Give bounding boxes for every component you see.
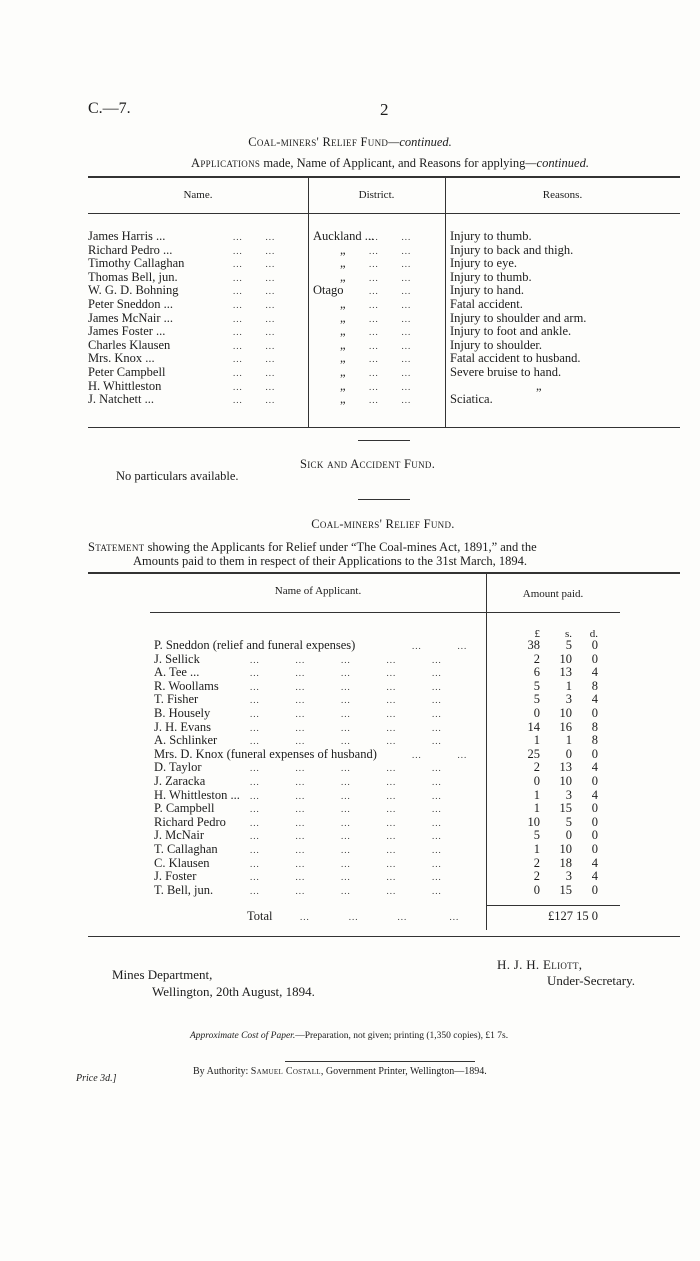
applicant-name: James Harris ...: [88, 229, 166, 243]
section2-title: Sick and Accident Fund.: [300, 457, 436, 471]
payee-name: P. Sneddon (relief and funeral expenses): [154, 638, 356, 652]
section3-title: Coal-miners' Relief Fund.: [311, 517, 455, 531]
amount-pence: 0: [591, 883, 598, 897]
table1-header-district: District.: [358, 189, 395, 201]
leader-dots: ... ...: [369, 395, 412, 405]
district-value: „: [340, 351, 346, 365]
authority-rule: [285, 1061, 475, 1062]
leader-dots: ... ...: [369, 341, 412, 351]
leader-dots: ... ... ... ... ...: [250, 723, 442, 733]
table1-header-rule: [88, 213, 680, 214]
shillings-header: s.: [564, 628, 572, 640]
table1-divider-2: [445, 176, 446, 427]
leader-dots: ... ... ... ... ...: [250, 655, 442, 665]
amount-pounds: 14: [527, 720, 540, 734]
amount-pence: 0: [591, 842, 598, 856]
amount-shillings: 10: [559, 774, 572, 788]
amount-shillings: 15: [559, 801, 572, 815]
leader-dots: ... ... ... ... ...: [250, 872, 442, 882]
leader-dots: ... ...: [233, 382, 276, 392]
leader-dots: ... ...: [369, 300, 412, 310]
leader-dots: ... ... ... ... ...: [250, 859, 442, 869]
district-value: „: [340, 256, 346, 270]
table2-header-amount: Amount paid.: [522, 588, 584, 600]
leader-dots: ... ...: [233, 286, 276, 296]
district-value: „: [340, 379, 346, 393]
amount-pence: 4: [591, 788, 598, 802]
payee-name: T. Fisher: [154, 692, 199, 706]
district-value: „: [340, 243, 346, 257]
reason-value: Injury to shoulder.: [450, 338, 543, 352]
table1-top-rule: [88, 176, 680, 178]
amount-pence: 0: [591, 828, 598, 842]
leader-dots: ... ...: [369, 286, 412, 296]
amount-shillings: 3: [565, 692, 572, 706]
amount-pence: 0: [591, 747, 598, 761]
dept-line-2: Wellington, 20th August, 1894.: [152, 984, 315, 999]
payee-name: A. Schlinker: [154, 733, 218, 747]
leader-dots: ... ... ... ... ...: [250, 709, 442, 719]
amount-pounds: 25: [527, 747, 540, 761]
amount-shillings: 5: [565, 815, 572, 829]
leader-dots: ... ...: [369, 354, 412, 364]
amount-pounds: 2: [533, 869, 540, 883]
leader-dots: ... ...: [233, 300, 276, 310]
leader-dots: ... ... ... ... ...: [250, 668, 442, 678]
amount-shillings: 18: [559, 856, 572, 870]
amount-pounds: 2: [533, 856, 540, 870]
leader-dots: ... ...: [233, 395, 276, 405]
authority-prefix: By Authority:: [193, 1066, 251, 1077]
amount-pounds: 0: [533, 883, 540, 897]
amount-shillings: 1: [565, 733, 572, 747]
leader-dots: ... ...: [369, 382, 412, 392]
amount-pounds: 1: [533, 788, 540, 802]
amount-pounds: 2: [533, 760, 540, 774]
payee-name: R. Woollams: [154, 679, 219, 693]
payee-name: P. Campbell: [154, 801, 215, 815]
applicant-name: Charles Klausen: [88, 338, 171, 352]
applicant-name: Richard Pedro ...: [88, 243, 173, 257]
payee-name: B. Housely: [154, 706, 211, 720]
amount-shillings: 1: [565, 679, 572, 693]
payee-name: D. Taylor: [154, 760, 202, 774]
section1-title: [0, 135, 700, 150]
leader-dots: ... ...: [369, 314, 412, 324]
amount-pounds: 5: [533, 679, 540, 693]
district-value: „: [340, 365, 346, 379]
reason-value: Severe bruise to hand.: [450, 365, 562, 379]
amount-shillings: 16: [559, 720, 572, 734]
document-reference: C.—7.: [88, 100, 131, 117]
amount-pence: 4: [591, 760, 598, 774]
table2-header-rule: [150, 612, 620, 613]
authority-line: [193, 1066, 487, 1077]
leader-dots: ... ...: [369, 368, 412, 378]
payee-name: J. Foster: [154, 869, 197, 883]
payee-name: J. Sellick: [154, 652, 200, 666]
reason-value: Fatal accident.: [450, 297, 523, 311]
pence-header: d.: [589, 628, 598, 640]
leader-dots: ... ...: [233, 273, 276, 283]
leader-dots: ... ... ... ... ...: [250, 818, 442, 828]
leader-dots: ... ... ... ... ...: [250, 804, 442, 814]
leader-dots: ... ... ... ... ...: [250, 886, 442, 896]
table2-header-name: Name of Applicant.: [274, 585, 362, 597]
table1-header-reasons: Reasons.: [542, 189, 583, 201]
pounds-header: £: [534, 628, 540, 640]
amount-pence: 4: [591, 665, 598, 679]
amount-shillings: 15: [559, 883, 572, 897]
leader-dots: ... ...: [233, 341, 276, 351]
amount-pounds: 10: [527, 815, 540, 829]
leader-dots: ... ... ... ... ...: [250, 845, 442, 855]
section1-subtitle-text: made, Name of Applicant, and Reasons for applying: [260, 156, 526, 170]
district-value: „: [340, 338, 346, 352]
amount-pounds: 38: [527, 638, 540, 652]
section1-subtitle-suffix: —continued.: [525, 156, 589, 170]
section3-statement-line1: [88, 540, 537, 555]
total-amount: £127 15 0: [548, 909, 598, 923]
amount-pence: 0: [591, 638, 598, 652]
leader-dots: ... ...: [369, 232, 412, 242]
total-leader-dots: ... ... ... ...: [300, 912, 460, 922]
district-value: „: [340, 270, 346, 284]
amount-pence: 0: [591, 801, 598, 815]
section1-subtitle: [0, 156, 700, 171]
leader-dots: ... ... ... ... ...: [250, 763, 442, 773]
leader-dots: ... ... ... ... ...: [250, 736, 442, 746]
amount-pounds: 1: [533, 842, 540, 856]
leader-dots: ... ...: [233, 327, 276, 337]
payee-name: J. McNair: [154, 828, 204, 842]
leader-dots: ... ...: [412, 641, 468, 651]
payee-name: T. Callaghan: [154, 842, 218, 856]
reason-value: Injury to hand.: [450, 283, 524, 297]
reason-value: Fatal accident to husband.: [450, 351, 581, 365]
leader-dots: ... ...: [233, 354, 276, 364]
reason-value: Injury to shoulder and arm.: [450, 311, 587, 325]
applicant-name: Peter Sneddon ...: [88, 297, 174, 311]
amount-pounds: 1: [533, 801, 540, 815]
amount-pounds: 2: [533, 652, 540, 666]
payee-name: H. Whittleston ...: [154, 788, 240, 802]
reason-value: Injury to thumb.: [450, 229, 532, 243]
district-value: „: [340, 297, 346, 311]
amount-shillings: 10: [559, 652, 572, 666]
section1-title-text: Coal-miners' Relief Fund: [248, 135, 389, 149]
leader-dots: ... ... ... ... ...: [250, 791, 442, 801]
leader-dots: ... ...: [233, 259, 276, 269]
district-value: Otago: [313, 283, 344, 297]
amount-pence: 4: [591, 856, 598, 870]
section1-subtitle-sc: Applications: [191, 156, 261, 170]
amount-shillings: 10: [559, 706, 572, 720]
reason-value: „: [536, 379, 542, 393]
price-note: Price 3d.]: [76, 1073, 117, 1084]
leader-dots: ... ... ... ... ...: [250, 831, 442, 841]
leader-dots: ... ...: [233, 246, 276, 256]
reason-value: Injury to back and thigh.: [450, 243, 574, 257]
applicant-name: Mrs. Knox ...: [88, 351, 155, 365]
district-value: „: [340, 311, 346, 325]
cost-note: [190, 1031, 508, 1041]
section3-statement-text: showing the Applicants for Relief under “The Coal-mines Act, 1891,” and the: [144, 540, 537, 554]
total-sum-rule: [486, 905, 620, 906]
table1-divider-1: [308, 176, 309, 427]
applicant-name: Peter Campbell: [88, 365, 166, 379]
leader-dots: ... ...: [412, 750, 468, 760]
leader-dots: ... ...: [369, 259, 412, 269]
signer-name: H. J. H. Eliott,: [497, 957, 583, 972]
cost-text: —Preparation, not given; printing (1,350 copies), £1 7s.: [295, 1031, 509, 1041]
leader-dots: ... ... ... ... ...: [250, 695, 442, 705]
amount-pounds: 5: [533, 692, 540, 706]
reason-value: Injury to thumb.: [450, 270, 532, 284]
leader-dots: ... ...: [369, 246, 412, 256]
district-value: „: [340, 324, 346, 338]
leader-dots: ... ...: [369, 273, 412, 283]
reason-value: Injury to eye.: [450, 256, 517, 270]
amount-shillings: 3: [565, 869, 572, 883]
amount-pence: 8: [591, 720, 598, 734]
amount-pounds: 0: [533, 774, 540, 788]
amount-shillings: 10: [559, 842, 572, 856]
amount-pounds: 6: [533, 665, 540, 679]
amount-pence: 0: [591, 815, 598, 829]
amount-shillings: 0: [565, 747, 572, 761]
amount-pence: 0: [591, 774, 598, 788]
table2-bottom-rule: [88, 936, 680, 937]
amount-pence: 0: [591, 706, 598, 720]
table2-divider: [486, 572, 487, 930]
cost-label: Approximate Cost of Paper.: [190, 1031, 296, 1041]
signer-title: Under-Secretary.: [547, 973, 636, 988]
applicant-name: Thomas Bell, jun.: [88, 270, 178, 284]
total-label: Total: [247, 909, 273, 923]
applicant-name: Timothy Callaghan: [88, 256, 185, 270]
payee-name: A. Tee ...: [154, 665, 200, 679]
dept-line-1: Mines Department,: [112, 967, 213, 982]
section3-statement-line2: Amounts paid to them in respect of their Applications to the 31st March, 1894.: [133, 554, 528, 568]
amount-shillings: 13: [559, 760, 572, 774]
table1-bottom-rule: [88, 427, 680, 428]
amount-shillings: 5: [565, 638, 572, 652]
applicant-name: J. Natchett ...: [88, 392, 154, 406]
amount-pence: 4: [591, 692, 598, 706]
table2-top-rule: [88, 572, 680, 574]
amount-pence: 8: [591, 733, 598, 747]
section3-statement-sc: Statement: [88, 540, 145, 554]
leader-dots: ... ... ... ... ...: [250, 777, 442, 787]
amount-pence: 8: [591, 679, 598, 693]
leader-dots: ... ...: [233, 232, 276, 242]
separator-rule-1: [358, 440, 410, 441]
amount-shillings: 13: [559, 665, 572, 679]
payee-name: J. H. Evans: [154, 720, 211, 734]
authority-name: Samuel Costall: [250, 1066, 321, 1077]
amount-pounds: 0: [533, 706, 540, 720]
leader-dots: ... ...: [369, 327, 412, 337]
district-value: Auckland ...: [313, 229, 375, 243]
reason-value: Injury to foot and ankle.: [450, 324, 572, 338]
amount-pence: 0: [591, 652, 598, 666]
leader-dots: ... ...: [233, 368, 276, 378]
amount-shillings: 3: [565, 788, 572, 802]
leader-dots: ... ... ... ... ...: [250, 682, 442, 692]
applicant-name: W. G. D. Bohning: [88, 283, 179, 297]
payee-name: C. Klausen: [154, 856, 210, 870]
authority-rest: , Government Printer, Wellington—1894.: [320, 1066, 487, 1077]
section2-note: No particulars available.: [116, 469, 239, 483]
payee-name: T. Bell, jun.: [154, 883, 214, 897]
payee-name: Richard Pedro: [154, 815, 226, 829]
leader-dots: ... ...: [233, 314, 276, 324]
separator-rule-2: [358, 499, 410, 500]
table1-header-name: Name.: [183, 189, 213, 201]
payee-name: Mrs. D. Knox (funeral expenses of husband): [154, 747, 377, 761]
amount-shillings: 0: [565, 828, 572, 842]
amount-pounds: 1: [533, 733, 540, 747]
amount-pounds: 5: [533, 828, 540, 842]
applicant-name: James McNair ...: [88, 311, 174, 325]
payee-name: J. Zaracka: [154, 774, 206, 788]
applicant-name: H. Whittleston: [88, 379, 162, 393]
section1-title-suffix: —continued.: [388, 135, 452, 149]
amount-pence: 4: [591, 869, 598, 883]
reason-value: Sciatica.: [450, 392, 493, 406]
district-value: „: [340, 392, 346, 406]
page-number: 2: [380, 100, 389, 119]
applicant-name: James Foster ...: [88, 324, 166, 338]
